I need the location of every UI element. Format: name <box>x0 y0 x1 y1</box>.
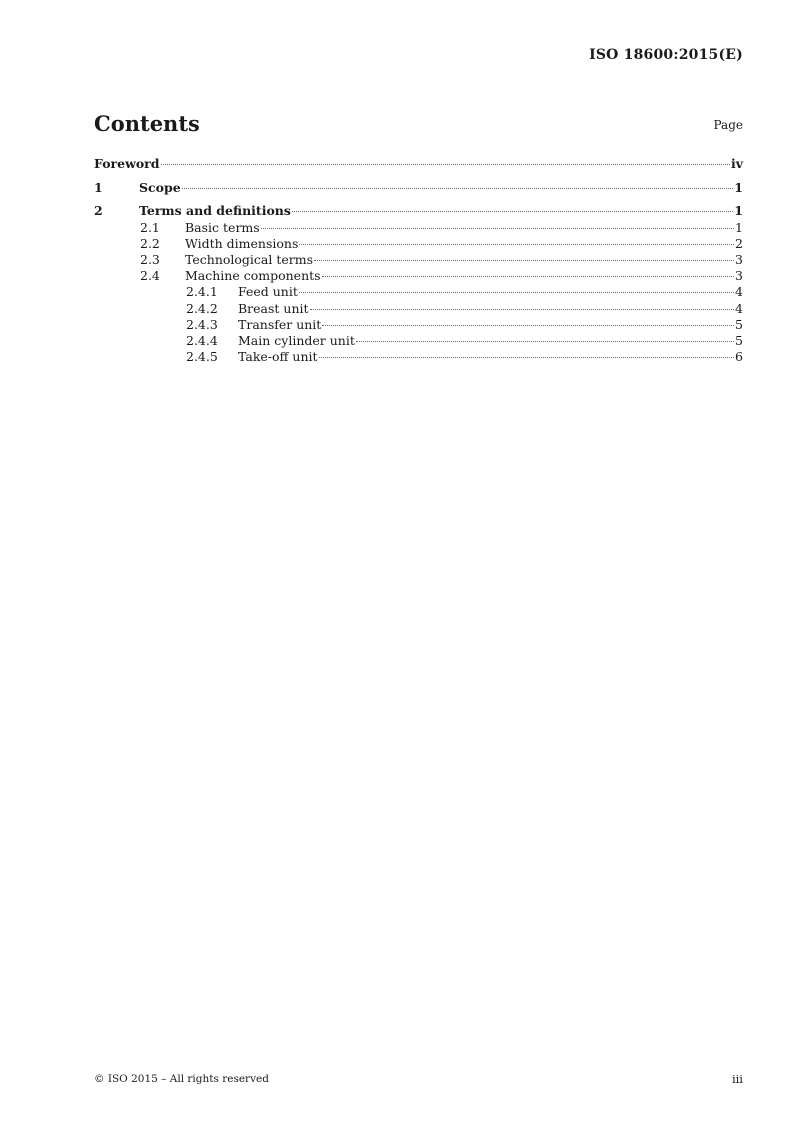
toc-entry-page: 6 <box>735 349 743 365</box>
toc-entry-title: Machine components <box>185 268 321 284</box>
toc-entry-number: 2.4.2 <box>186 300 218 316</box>
toc-entry-page: 1 <box>734 203 743 219</box>
toc-leader-dots <box>310 309 735 310</box>
toc-entry-number: 2.4.4 <box>186 332 218 348</box>
copyright-notice: © ISO 2015 – All rights reserved <box>94 1073 269 1085</box>
toc-leader-dots <box>314 260 734 261</box>
toc-leader-dots <box>161 164 730 165</box>
toc-entry-number: 2.2 <box>140 235 160 251</box>
toc-entry-page: 4 <box>735 300 743 316</box>
toc-entry-number: 2.4.1 <box>186 284 218 300</box>
document-id: ISO 18600:2015(E) <box>589 47 743 63</box>
toc-entry-basic-terms[interactable] <box>94 220 743 236</box>
table-of-contents <box>94 156 743 365</box>
toc-entry-title: Technological terms <box>185 251 314 267</box>
toc-entry-title: Scope <box>139 179 181 195</box>
toc-entry-title: Feed unit <box>238 284 298 300</box>
toc-entry-transfer-unit[interactable] <box>94 317 743 333</box>
toc-entry-page: 3 <box>735 251 743 267</box>
toc-entry-number: 2.3 <box>140 251 160 267</box>
toc-entry-number: 2.4.3 <box>186 316 218 332</box>
toc-leader-dots <box>322 325 734 326</box>
toc-entry-title: Transfer unit <box>238 316 322 332</box>
toc-leader-dots <box>299 244 734 245</box>
toc-entry-page: 4 <box>735 284 743 300</box>
toc-entry-machine-components[interactable] <box>94 268 743 284</box>
toc-entry-title: Terms and definitions <box>139 203 291 219</box>
toc-entry-page: 5 <box>735 332 743 348</box>
toc-entry-page: 1 <box>735 219 743 235</box>
page-number: iii <box>731 1072 743 1086</box>
toc-entry-title: Take-off unit <box>238 349 318 365</box>
toc-entry-scope[interactable] <box>94 180 743 196</box>
toc-entry-number: 2 <box>94 203 103 219</box>
toc-entry-breast-unit[interactable] <box>94 301 743 317</box>
toc-entry-page: 2 <box>735 235 743 251</box>
toc-leader-dots <box>182 188 734 189</box>
toc-leader-dots <box>319 357 735 358</box>
toc-entry-page: 1 <box>734 179 743 195</box>
toc-leader-dots <box>261 228 734 229</box>
toc-entry-number: 2.1 <box>140 219 160 235</box>
toc-entry-page: 5 <box>735 316 743 332</box>
toc-entry-main-cylinder-unit[interactable] <box>94 333 743 349</box>
toc-entry-number: 2.4 <box>140 268 160 284</box>
toc-entry-title: Breast unit <box>238 300 309 316</box>
toc-entry-take-off-unit[interactable] <box>94 349 743 365</box>
toc-entry-title: Main cylinder unit <box>238 332 355 348</box>
toc-entry-number: 1 <box>94 179 103 195</box>
toc-entry-technological-terms[interactable] <box>94 252 743 268</box>
toc-entry-title: Basic terms <box>185 219 260 235</box>
toc-leader-dots <box>356 341 734 342</box>
toc-entry-page: 3 <box>735 268 743 284</box>
toc-leader-dots <box>292 211 733 212</box>
contents-heading: Contents <box>94 111 200 136</box>
toc-entry-number: 2.4.5 <box>186 349 218 365</box>
toc-entry-terms-and-definitions[interactable] <box>94 203 743 219</box>
toc-leader-dots <box>322 276 734 277</box>
toc-entry-foreword[interactable] <box>94 156 743 172</box>
toc-entry-width-dimensions[interactable] <box>94 236 743 252</box>
toc-leader-dots <box>299 292 734 293</box>
page-column-label: Page <box>713 118 743 132</box>
toc-entry-title: Foreword <box>94 156 160 171</box>
toc-entry-page: iv <box>730 156 743 171</box>
toc-entry-title: Width dimensions <box>185 235 299 251</box>
toc-entry-feed-unit[interactable] <box>94 284 743 300</box>
